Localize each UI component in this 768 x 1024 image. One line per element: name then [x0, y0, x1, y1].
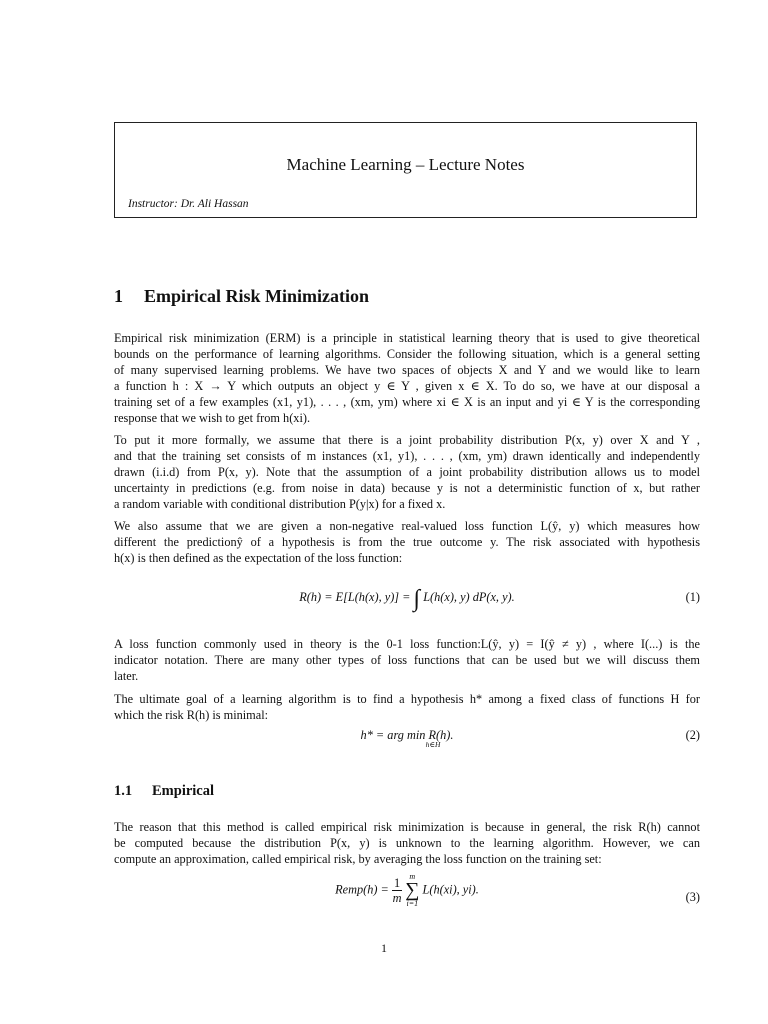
text-line: and that the training set consists of m instances (x1, y1), . . . , (xm, ym) drawn identically and independently — [114, 449, 700, 463]
argmin-subscript: h∈H — [425, 740, 441, 749]
fraction-denominator: m — [392, 890, 402, 905]
equation-rhs: L(h(xi), yi). — [422, 882, 479, 897]
text-line: which the risk R(h) is minimal: — [114, 708, 269, 722]
section-title: Empirical Risk Minimization — [144, 286, 369, 306]
sigma-symbol: ∑ — [405, 879, 420, 901]
summation — [405, 872, 419, 908]
integral-symbol: ∫ — [413, 586, 421, 612]
equation-body — [114, 728, 700, 749]
equation-lhs: Remp(h) = — [335, 882, 389, 897]
subsection-number: 1.1 — [114, 783, 133, 799]
equation-3 — [114, 868, 700, 922]
text-line: The reason that this method is called empirical risk minimization is because in general, the risk R(h) cannot — [114, 820, 700, 834]
text-line: h(x) is then defined as the expectation of the loss function: — [114, 551, 403, 565]
text-line: We also assume that we are given a non-negative real-valued loss function L(ŷ, y) which measures how — [114, 519, 700, 533]
sum-lower-limit: i=1 — [406, 899, 419, 908]
subsection-heading — [114, 783, 214, 800]
equation-number: (3) — [685, 890, 700, 904]
section-number: 1 — [114, 286, 123, 306]
paragraph-loss-function — [114, 518, 700, 566]
fraction — [392, 876, 402, 905]
section-heading — [114, 286, 369, 307]
text-line: be computed because the distribution P(x, y) is unknown to the learning algorithm. However, we can — [114, 836, 700, 850]
equation-1 — [114, 586, 700, 612]
paragraph-empirical — [114, 819, 700, 867]
equation-number: (1) — [685, 590, 700, 604]
text-line: The ultimate goal of a learning algorithm is to find a hypothesis h* among a fixed class of functions H for — [114, 692, 700, 706]
text-line: response that we wish to get from h(xi). — [114, 411, 311, 425]
equation-2 — [114, 728, 700, 754]
lecture-header-box — [114, 122, 697, 218]
text-line: To put it more formally, we assume that there is a joint probability distribution P(x, y) over X and Y , — [114, 433, 700, 447]
lecture-title: Machine Learning – Lecture Notes — [286, 155, 525, 174]
text-line: Empirical risk minimization (ERM) is a principle in statistical learning theory that is used to give theoretical — [114, 331, 700, 345]
subsection-title: Empirical — [152, 783, 215, 799]
text-line: drawn (i.i.d) from P(x, y). Note that the assumption of a joint probability distribution allows us to model — [114, 465, 700, 479]
text-line: different the predictionŷ of a hypothesis is from the true outcome y. The risk associated with hypothesis — [114, 535, 700, 549]
equation-lhs: R(h) = E[L(h(x), y)] = — [299, 590, 411, 604]
text-line: uncertainty in predictions (e.g. from noise in data) because y is not a deterministic function of x, but rather — [114, 481, 700, 495]
text-line: training set of a few examples (x1, y1), . . . , (xm, ym) where xi ∈ X is an input and yi ∈ Y is the corresponding — [114, 395, 700, 409]
instructor-line: Instructor: Dr. Ali Hassan — [128, 198, 249, 210]
paragraph-goal — [114, 691, 700, 723]
text-line: a function h : X → Y which outputs an object y ∈ Y , given x ∈ X. To do so, we have at our disposal a — [114, 379, 700, 393]
paragraph-erm-intro — [114, 330, 700, 426]
text-line: compute an approximation, called empirical risk, by averaging the loss function on the training set: — [114, 852, 602, 866]
paragraph-zero-one-loss — [114, 636, 700, 684]
fraction-numerator: 1 — [393, 875, 401, 890]
text-line: indicator notation. There are many other types of loss functions that can be used but we will discuss them — [114, 653, 700, 667]
sum-upper-limit: m — [409, 872, 416, 881]
equation-rhs: L(h(x), y) dP(x, y). — [423, 590, 515, 604]
equation-body — [114, 872, 700, 908]
text-line: a random variable with conditional distribution P(y|x) for a fixed x. — [114, 497, 446, 511]
equation-body — [114, 586, 700, 613]
text-line: later. — [114, 669, 139, 683]
paragraph-formal-setup — [114, 432, 700, 512]
text-line: of many supervised learning problems. We have two spaces of objects X and Y and we would like to learn — [114, 363, 700, 377]
text-line: A loss function commonly used in theory is the 0-1 loss function:L(ŷ, y) = I(ŷ ≠ y) , where I(...) is the — [114, 637, 700, 651]
text-line: bounds on the performance of learning algorithms. Consider the following situation, which is a general setting — [114, 347, 700, 361]
equation-lhs: h* = arg min R(h). — [360, 728, 454, 742]
page-number: 1 — [381, 941, 387, 955]
equation-number: (2) — [685, 728, 700, 742]
